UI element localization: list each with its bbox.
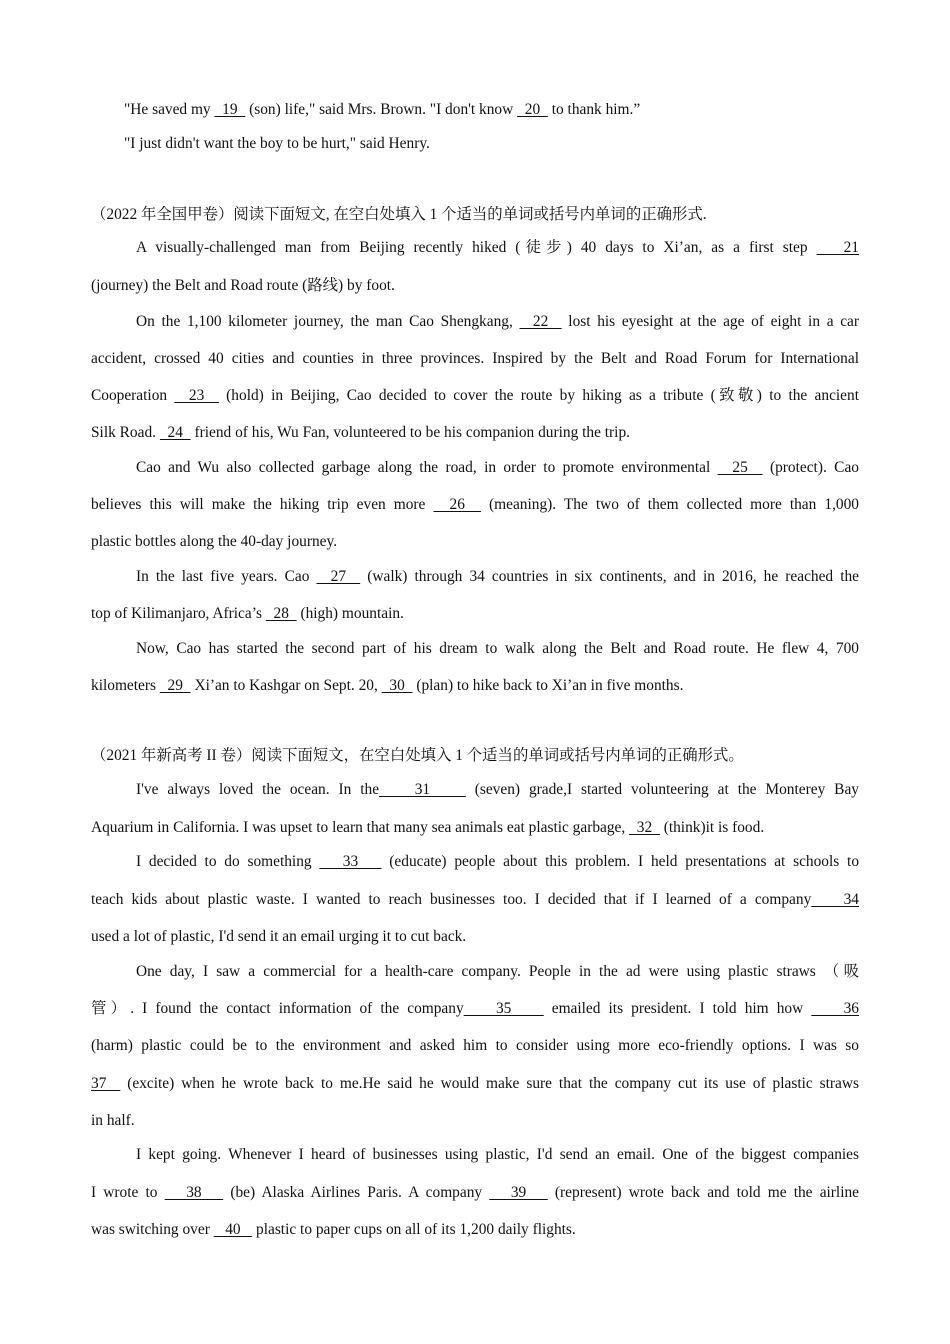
s1-p2-line-1	[136, 312, 859, 332]
s1-p4-line-2	[91, 604, 404, 624]
blank-30[interactable]: 30	[381, 677, 413, 694]
blank-21[interactable]: 21	[816, 239, 859, 256]
text: friend of his, Wu Fan, volunteered to be his companion during the trip.	[190, 424, 630, 441]
text: was switching over	[91, 1221, 214, 1238]
s2-p3-line-2	[91, 999, 859, 1019]
text: (represent) wrote back and told me the airline	[547, 1184, 860, 1201]
text: I've always loved the ocean. In the	[136, 781, 380, 798]
section-header-2022: （2022 年全国甲卷）阅读下面短文, 在空白处填入 1 个适当的单词或括号内单词的正确形式.	[91, 206, 707, 223]
blank-38[interactable]: 38	[164, 1184, 224, 1201]
text: (be) Alaska Airlines Paris. A company	[223, 1184, 490, 1201]
text: Silk Road.	[91, 424, 156, 441]
text: (hold) in Beijing, Cao decided to cover the route by hiking as a tribute (致敬) to the ancient	[226, 387, 859, 404]
blank-32[interactable]: 32	[629, 819, 660, 836]
blank-28[interactable]: 28	[265, 605, 297, 622]
s1-p5-line-1: Now, Cao has started the second part of his dream to walk along the Belt and Road route. He flew 4, 700	[136, 640, 859, 657]
text: (high) mountain.	[296, 605, 404, 622]
text: 管）. I found the contact information of the company	[91, 1000, 464, 1017]
text: top of Kilimanjaro, Africa’s	[91, 605, 266, 622]
s1-p1-line-2: (journey) the Belt and Road route (路线) by foot.	[91, 277, 395, 294]
text: (plan) to hike back to Xi’an in five months.	[412, 677, 684, 694]
s1-p3-line-1	[136, 458, 859, 478]
s2-p4-line-1: I kept going. Whenever I heard of businesses using plastic, I'd send an email. One of the biggest companies	[136, 1146, 859, 1163]
s1-p2-line-4	[91, 423, 630, 443]
s2-p3-line-3: (harm) plastic could be to the environment and asked him to consider using more eco-friendly options. I was so	[91, 1037, 859, 1054]
text: Aquarium in California. I was upset to learn that many sea animals eat plastic garbage,	[91, 819, 630, 836]
s2-p3-line-1	[136, 962, 859, 982]
blank-33[interactable]: 33	[319, 853, 382, 870]
blank-22[interactable]: 22	[519, 313, 562, 330]
text: kilometers	[91, 677, 160, 694]
s1-p1-line-1	[136, 238, 859, 258]
text: One day, I saw a commercial for a health-care company. People in the ad were using plastic straws	[136, 963, 816, 980]
blank-26[interactable]: 26	[433, 496, 481, 513]
text: (son) life," said Mrs. Brown. "I don't know	[245, 101, 518, 118]
s1-p5-line-2	[91, 676, 683, 696]
blank-19[interactable]: 19	[214, 101, 246, 118]
s2-p2-line-1	[136, 852, 859, 872]
s2-p2-line-2	[91, 890, 859, 910]
blank-37[interactable]: 37	[91, 1075, 121, 1092]
text: to thank him.”	[547, 101, 641, 118]
text: Cao and Wu also collected garbage along the road, in order to promote environmental	[136, 459, 711, 476]
s2-p4-line-2	[91, 1183, 859, 1203]
text: (think)it is food.	[659, 819, 765, 836]
section-header-2021: （2021 年新高考 II 卷）阅读下面短文，在空白处填入 1 个适当的单词或括号内单词的正确形式。	[91, 747, 744, 764]
blank-31[interactable]: 31	[379, 781, 466, 798]
text: （吸	[823, 963, 859, 980]
text: Xi’an to Kashgar on Sept. 20,	[190, 677, 382, 694]
blank-40[interactable]: 40	[213, 1221, 253, 1238]
text: I wrote to	[91, 1184, 165, 1201]
text: believes this will make the hiking trip even more	[91, 496, 426, 513]
text: (excite) when he wrote back to me.He said he would make sure that the company cut its use of plastic straws	[127, 1075, 859, 1092]
s2-p2-line-3: used a lot of plastic, I'd send it an email urging it to cut back.	[91, 928, 467, 945]
blank-27[interactable]: 27	[316, 568, 361, 585]
s1-p2-line-2: accident, crossed 40 cities and counties in three provinces. Inspired by the Belt and Road Forum for International	[91, 350, 859, 367]
s1-p4-line-1	[136, 567, 859, 587]
s2-p1-line-2	[91, 818, 764, 838]
text: In the last five years. Cao	[136, 568, 310, 585]
text: emailed its president. I told him how	[551, 1000, 804, 1017]
text: On the 1,100 kilometer journey, the man Cao Shengkang,	[136, 313, 513, 330]
blank-29[interactable]: 29	[159, 677, 191, 694]
text: teach kids about plastic waste. I wanted to reach businesses too. I decided that if I learned of a company	[91, 891, 812, 908]
blank-24[interactable]: 24	[159, 424, 191, 441]
text: (seven) grade,I started volunteering at the Monterey Bay	[474, 781, 859, 798]
text: Cooperation	[91, 387, 168, 404]
blank-35[interactable]: 35	[463, 1000, 544, 1017]
s1-p3-line-2	[91, 495, 859, 515]
text: (protect). Cao	[769, 459, 859, 476]
s2-p4-line-3	[91, 1220, 576, 1240]
s2-p1-line-1	[136, 780, 859, 800]
text: lost his eyesight at the age of eight in a car	[568, 313, 859, 330]
blank-34[interactable]: 34	[811, 891, 859, 908]
blank-23[interactable]: 23	[174, 387, 219, 404]
text: (meaning). The two of them collected more than 1,000	[489, 496, 860, 513]
s1-p3-line-3: plastic bottles along the 40-day journey.	[91, 533, 338, 550]
text: plastic to paper cups on all of its 1,200 daily flights.	[252, 1221, 576, 1238]
blank-25[interactable]: 25	[717, 459, 763, 476]
s2-p3-line-4	[91, 1074, 859, 1094]
text: A visually-challenged man from Beijing recently hiked (徒步) 40 days to Xi’an, as a first step	[136, 239, 808, 256]
blank-20[interactable]: 20	[517, 101, 548, 118]
blank-39[interactable]: 39	[489, 1184, 548, 1201]
s2-p3-line-5: in half.	[91, 1112, 135, 1129]
text: (educate) people about this problem. I held presentations at schools to	[389, 853, 860, 870]
intro-line-1	[124, 100, 640, 120]
text: I decided to do something	[136, 853, 312, 870]
text: "He saved my	[124, 101, 215, 118]
intro-line-2: "I just didn't want the boy to be hurt," said Henry.	[124, 135, 430, 152]
s1-p2-line-3	[91, 386, 859, 406]
blank-36[interactable]: 36	[811, 1000, 859, 1017]
text: (walk) through 34 countries in six continents, and in 2016, he reached the	[367, 568, 859, 585]
